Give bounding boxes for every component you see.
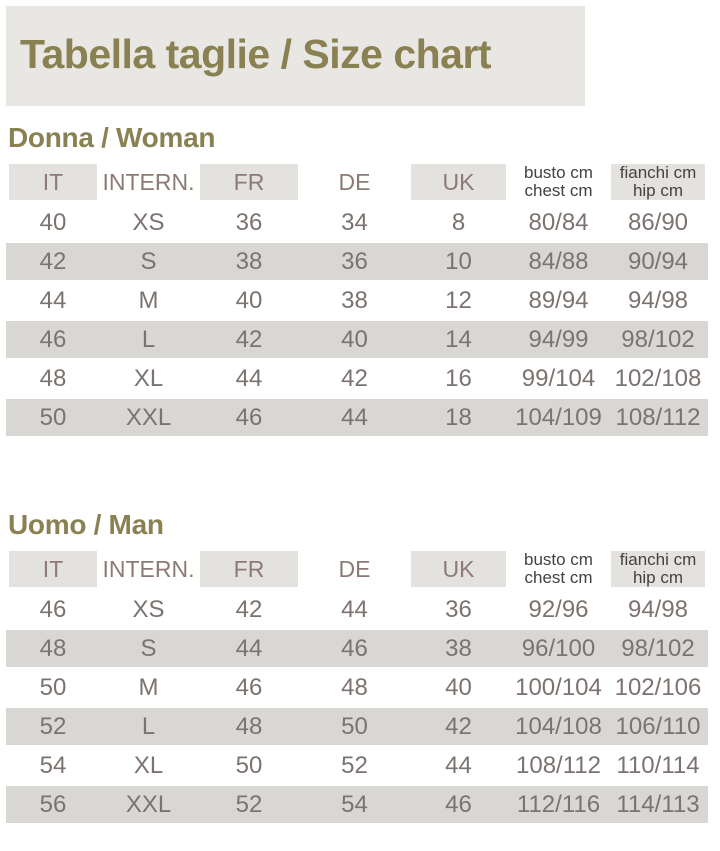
table-cell: XXL <box>125 790 172 818</box>
table-cell: 40 <box>235 286 263 314</box>
column-header-intern: INTERN. <box>102 168 195 195</box>
column-header-chest <box>509 164 608 200</box>
table-cell: 40 <box>341 325 368 353</box>
table-cell: 108/112 <box>516 751 601 779</box>
table-row <box>6 668 708 707</box>
table-cell: 40 <box>445 673 472 701</box>
table-cell: 92/96 <box>528 595 589 623</box>
table-cell: 48 <box>39 364 67 392</box>
table-cell: 46 <box>235 673 263 701</box>
table-cell: XXL <box>125 403 172 431</box>
table-cell: 112/116 <box>516 790 601 818</box>
table-row <box>6 590 708 629</box>
table-cell: 80/84 <box>528 208 589 236</box>
table-cell: XS <box>132 595 165 623</box>
column-header-de: DE <box>338 168 371 195</box>
table-cell: 42 <box>235 595 263 623</box>
column-header-hip <box>608 164 708 200</box>
section-heading-woman: Donna / Woman <box>8 122 216 153</box>
column-header-intern: INTERN. <box>102 555 195 582</box>
table-cell: 12 <box>445 286 472 314</box>
table-cell: 102/106 <box>614 673 702 701</box>
section-heading-man: Uomo / Man <box>8 509 164 540</box>
column-header-uk: UK <box>408 551 509 587</box>
table-cell: 46 <box>235 403 263 431</box>
table-cell: 94/98 <box>627 595 689 623</box>
table-cell: 42 <box>39 247 67 275</box>
table-row <box>6 746 708 785</box>
table-cell: 50 <box>39 403 67 431</box>
table-cell: 114/113 <box>616 790 700 818</box>
section-woman <box>6 122 720 437</box>
column-header-it: IT <box>6 551 100 587</box>
table-row <box>6 707 708 746</box>
table-cell: 42 <box>341 364 368 392</box>
table-cell: 52 <box>235 790 263 818</box>
table-cell: 54 <box>341 790 368 818</box>
page-title: Tabella taglie / Size chart <box>20 30 492 77</box>
table-cell: XL <box>133 364 164 392</box>
table-cell: M <box>138 673 159 701</box>
column-header-hip <box>608 551 708 587</box>
table-cell: 56 <box>39 790 67 818</box>
table-row <box>6 629 708 668</box>
table-body <box>6 203 708 437</box>
table-cell: 44 <box>235 364 263 392</box>
table-body <box>6 590 708 824</box>
table-cell: 46 <box>341 634 368 662</box>
table-cell: 38 <box>235 247 263 275</box>
table-cell: 46 <box>39 595 67 623</box>
column-header-hip-line1: fianchi cm <box>619 550 697 569</box>
table-cell: 89/94 <box>528 286 589 314</box>
column-header-chest-line1: busto cm <box>524 163 593 182</box>
column-header-hip-line1: fianchi cm <box>619 163 697 182</box>
column-header-uk: UK <box>408 164 509 200</box>
table-cell: 38 <box>341 286 368 314</box>
table-cell: M <box>138 286 159 314</box>
column-header-chest <box>509 551 608 587</box>
table-cell: 106/110 <box>615 712 701 740</box>
table-cell: 36 <box>445 595 472 623</box>
table-cell: 46 <box>39 325 67 353</box>
table-cell: 46 <box>445 790 472 818</box>
table-cell: 54 <box>39 751 67 779</box>
table-cell: 52 <box>39 712 67 740</box>
table-cell: XL <box>133 751 164 779</box>
title-banner <box>6 6 585 106</box>
table-cell: 14 <box>445 325 472 353</box>
column-header-chest-line2: chest cm <box>524 181 593 200</box>
table-cell: S <box>140 634 157 662</box>
table-cell: 42 <box>235 325 263 353</box>
section-man <box>6 509 720 824</box>
table-cell: 90/94 <box>627 247 689 275</box>
table-cell: 44 <box>341 595 368 623</box>
column-header-de: DE <box>338 555 371 582</box>
table-cell: 16 <box>445 364 472 392</box>
table-row <box>6 203 708 242</box>
column-header-hip-line2: hip cm <box>632 181 684 200</box>
table-cell: 48 <box>341 673 368 701</box>
table-cell: 38 <box>445 634 472 662</box>
table-cell: L <box>141 325 156 353</box>
size-table-woman <box>6 164 708 437</box>
table-cell: 98/102 <box>621 634 695 662</box>
table-cell: 36 <box>235 208 263 236</box>
table-cell: 99/104 <box>521 364 596 392</box>
table-header-row <box>6 551 708 587</box>
table-row <box>6 242 708 281</box>
table-cell: 44 <box>235 634 263 662</box>
table-cell: 44 <box>39 286 67 314</box>
table-cell: 104/109 <box>515 403 602 431</box>
table-cell: L <box>141 712 156 740</box>
table-row <box>6 398 708 437</box>
table-cell: 96/100 <box>521 634 596 662</box>
table-cell: 52 <box>341 751 368 779</box>
table-header-row <box>6 164 708 200</box>
table-row <box>6 320 708 359</box>
table-cell: 18 <box>445 403 472 431</box>
table-cell: 86/90 <box>627 208 689 236</box>
table-cell: 44 <box>341 403 368 431</box>
table-cell: 34 <box>341 208 368 236</box>
table-cell: 94/99 <box>528 325 589 353</box>
column-header-fr: FR <box>197 551 301 587</box>
table-cell: 50 <box>39 673 67 701</box>
column-header-fr: FR <box>197 164 301 200</box>
table-cell: 104/108 <box>515 712 602 740</box>
table-cell: XS <box>132 208 165 236</box>
table-cell: 42 <box>445 712 472 740</box>
table-cell: S <box>140 247 157 275</box>
table-cell: 48 <box>39 634 67 662</box>
column-header-chest-line1: busto cm <box>524 550 593 569</box>
table-cell: 48 <box>235 712 263 740</box>
size-table-man <box>6 551 708 824</box>
column-header-it: IT <box>6 164 100 200</box>
table-cell: 98/102 <box>621 325 695 353</box>
table-cell: 108/112 <box>615 403 701 431</box>
column-header-chest-line2: chest cm <box>524 568 593 587</box>
table-cell: 40 <box>39 208 67 236</box>
table-cell: 50 <box>341 712 368 740</box>
column-header-hip-line2: hip cm <box>632 568 684 587</box>
table-cell: 102/108 <box>614 364 702 392</box>
table-cell: 94/98 <box>627 286 689 314</box>
table-row <box>6 281 708 320</box>
table-cell: 110/114 <box>616 751 700 779</box>
table-row <box>6 359 708 398</box>
table-row <box>6 785 708 824</box>
table-cell: 8 <box>451 208 466 236</box>
table-cell: 10 <box>445 247 472 275</box>
table-cell: 50 <box>235 751 263 779</box>
table-cell: 44 <box>445 751 472 779</box>
table-cell: 84/88 <box>528 247 589 275</box>
table-cell: 100/104 <box>515 673 602 701</box>
table-cell: 36 <box>341 247 368 275</box>
